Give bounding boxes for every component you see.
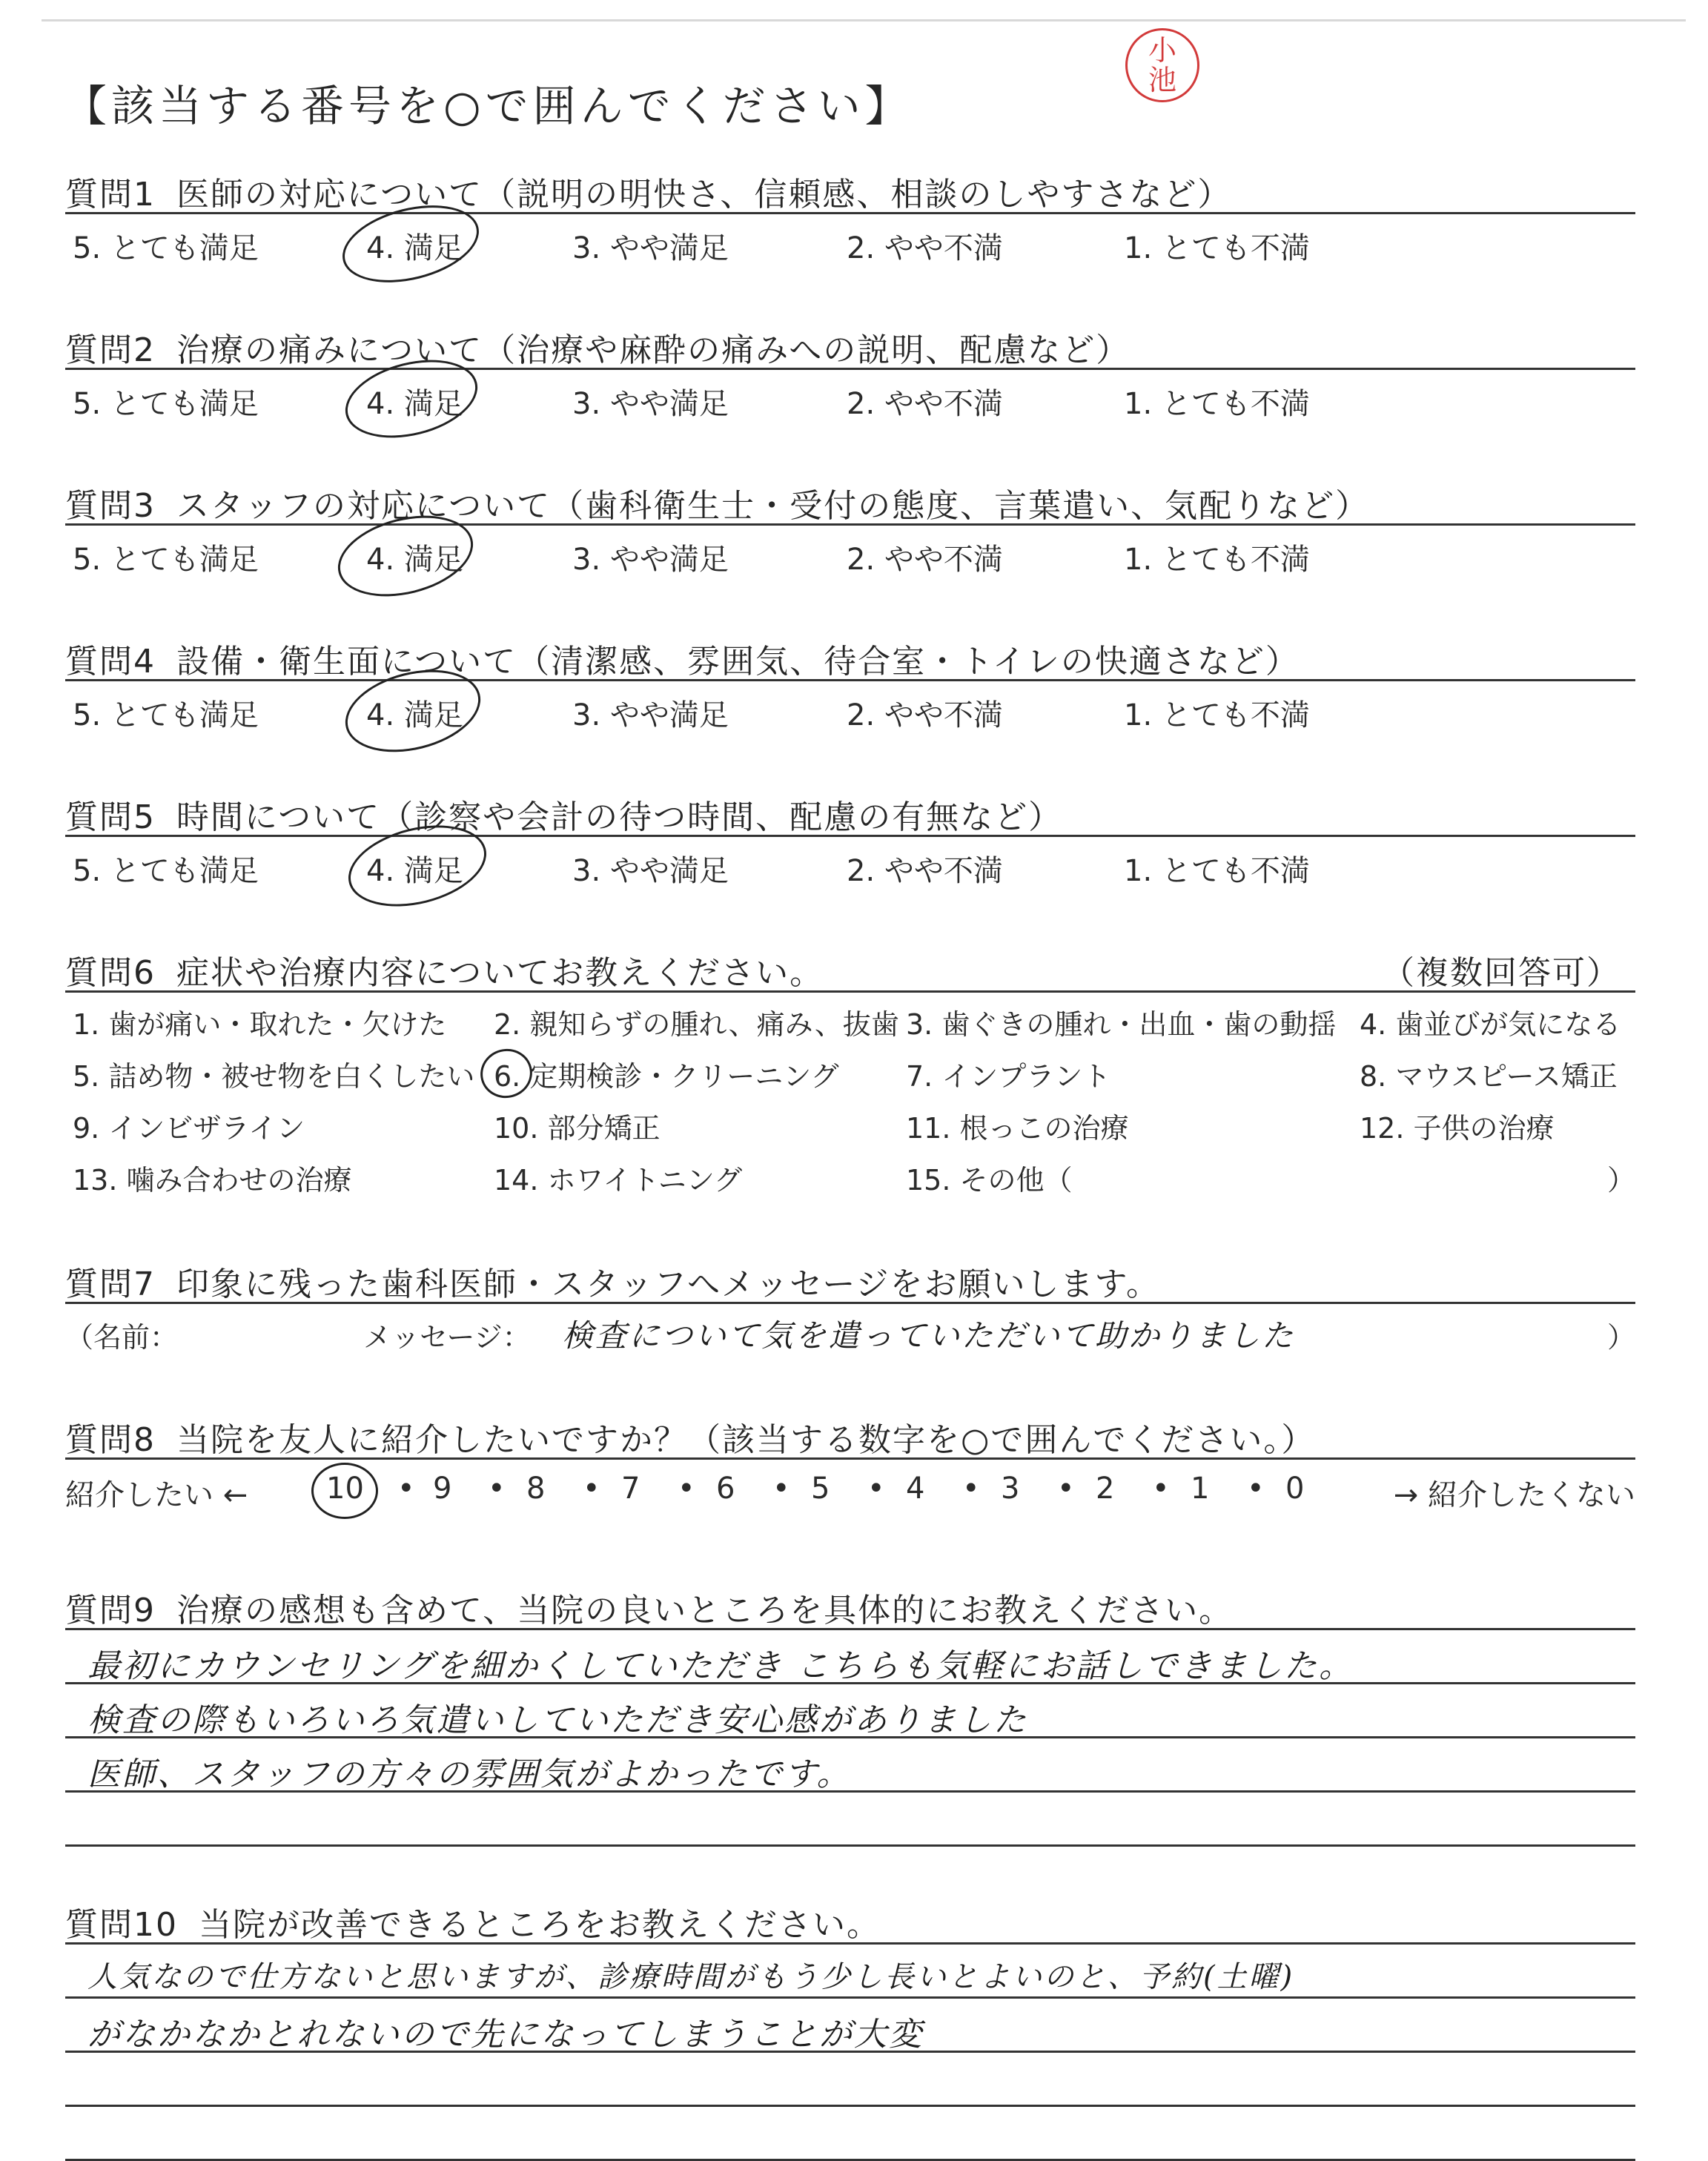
symptom-option[interactable]: 14. ホワイトニング [494,1164,743,1197]
symptom-option[interactable]: 3. 歯ぐきの腫れ・出血・歯の動揺 [906,1008,1337,1041]
question-title: 当院を友人に紹介したいですか？（該当する数字を○で囲んでください。） [176,1421,1316,1459]
symptom-option[interactable]: 12. 子供の治療 [1360,1112,1555,1145]
answer-line [65,2053,1635,2107]
symptom-option-other[interactable]: 15. その他（ [906,1164,1073,1197]
recommend-label: 紹介したい ← [65,1478,248,1512]
question-title: 時間について（診察や会計の待つ時間、配慮の有無など） [176,798,1063,836]
answer-line [65,1999,1635,2053]
question-5 [65,790,1635,889]
option-very-satisfied[interactable]: 5. とても満足 [73,543,259,577]
name-label: （名前： [65,1321,179,1354]
option-somewhat-dissatisfied[interactable]: 2. やや不満 [847,387,1003,421]
question-2 [65,323,1635,422]
option-very-dissatisfied[interactable]: 1. とても不満 [1124,854,1310,888]
symptom-row [65,1045,1635,1096]
question-number: 質問6 [65,954,156,992]
scale-dot: • [772,1472,790,1506]
message-label: メッセージ： [363,1321,531,1354]
question-number: 質問4 [65,643,156,681]
question-header [65,946,1635,990]
message-row [65,1304,1635,1359]
message-text[interactable]: 検査について気を遣っていただいて助かりました [562,1317,1296,1354]
question-title: 設備・衛生面について（清潔感、雰囲気、待合室・トイレの快適さなど） [176,643,1300,681]
question-header [65,1583,1635,1628]
scale-option[interactable]: 4 [906,1472,925,1506]
symptom-row [65,993,1635,1045]
question-number: 質問2 [65,331,156,369]
symptom-option[interactable]: 13. 噛み合わせの治療 [73,1164,352,1197]
symptom-option[interactable]: 8. マウスピース矯正 [1360,1060,1618,1093]
scale-dot: • [867,1472,885,1506]
option-very-satisfied[interactable]: 5. とても満足 [73,231,259,265]
question-8 [65,1413,1635,1519]
option-somewhat-dissatisfied[interactable]: 2. やや不満 [847,231,1003,265]
symptom-option[interactable]: 9. インビザライン [73,1112,305,1145]
option-satisfied[interactable]: 4. 満足 [366,854,463,888]
rating-options [65,526,1635,578]
question-number: 質問1 [65,176,156,214]
question-header [65,1898,1635,1942]
question-number: 質問10 [65,1906,178,1944]
rating-options [65,681,1635,733]
question-9 [65,1583,1635,1847]
question-number: 質問9 [65,1592,156,1629]
question-header [65,1257,1635,1302]
symptom-option[interactable]: 4. 歯並びが気になる [1360,1008,1621,1041]
scale-option[interactable]: 2 [1096,1472,1115,1506]
option-very-satisfied[interactable]: 5. とても満足 [73,698,259,732]
question-title: 症状や治療内容についてお教えください。 [176,954,824,992]
question-4 [65,635,1635,733]
question-7 [65,1257,1635,1359]
question-header [65,168,1635,212]
stamp-char-bottom: 池 [1148,64,1176,96]
option-somewhat-satisfied[interactable]: 3. やや満足 [572,543,729,577]
option-somewhat-satisfied[interactable]: 3. やや満足 [572,698,729,732]
option-somewhat-satisfied[interactable]: 3. やや満足 [572,231,729,265]
scale-dot: • [678,1472,695,1506]
symptom-row [65,1096,1635,1148]
rating-options [65,214,1635,266]
scale-dot: • [583,1472,600,1506]
selection-circle [475,1044,537,1104]
scale-option[interactable]: 8 [526,1472,546,1506]
page-top-edge [42,19,1686,21]
page-title: 【該当する番号を○で囲んでください】 [64,81,913,131]
answer-text[interactable]: 医師、スタッフの方々の雰囲気がよかったです。 [87,1755,852,1793]
option-somewhat-dissatisfied[interactable]: 2. やや不満 [847,854,1003,888]
scale-option[interactable]: 0 [1285,1472,1305,1506]
rating-options [65,370,1635,422]
question-header [65,479,1635,523]
scale-option[interactable]: 6 [716,1472,735,1506]
question-1 [65,168,1635,266]
question-title: 医師の対応について（説明の明快さ、信頼感、相談のしやすさなど） [176,176,1232,214]
scale-dot: • [1057,1472,1075,1506]
option-very-dissatisfied[interactable]: 1. とても不満 [1124,698,1310,732]
scale-option[interactable]: 10 [326,1472,364,1506]
other-close-paren: ） [1606,1164,1635,1197]
question-title: 印象に残った歯科医師・スタッフへメッセージをお願いします。 [176,1265,1160,1303]
symptom-option[interactable]: 1. 歯が痛い・取れた・欠けた [73,1008,447,1041]
answer-line [65,1684,1635,1738]
question-title: 治療の感想も含めて、当院の良いところを具体的にお教えください。 [176,1592,1234,1629]
answer-line [65,1630,1635,1684]
rating-options [65,837,1635,889]
scale-option[interactable]: 5 [811,1472,830,1506]
question-header [65,790,1635,835]
answer-text[interactable]: 検査の際もいろいろ気遣いしていただき安心感がありました [87,1701,1028,1739]
option-very-dissatisfied[interactable]: 1. とても不満 [1124,387,1310,421]
symptom-option[interactable]: 7. インプラント [906,1060,1111,1093]
answer-text[interactable]: 人気なので仕方ないと思いますが、診療時間がもう少し長いとよいのと、予約(土曜) [87,1960,1295,1994]
question-title: スタッフの対応について（歯科衛生士・受付の態度、言葉遣い、気配りなど） [176,487,1370,525]
option-somewhat-satisfied[interactable]: 3. やや満足 [572,854,729,888]
option-satisfied[interactable]: 4. 満足 [366,698,463,732]
symptom-option[interactable]: 11. 根っこの治療 [906,1112,1129,1145]
question-10 [65,1898,1635,2161]
question-title: 治療の痛みについて（治療や麻酔の痛みへの説明、配慮など） [176,331,1131,369]
option-satisfied[interactable]: 4. 満足 [366,387,463,421]
symptom-row [65,1148,1635,1200]
question-title: 当院が改善できるところをお教えください。 [199,1906,881,1944]
seal-stamp [1125,28,1199,102]
recommend-scale [65,1460,1635,1519]
answer-line [65,1793,1635,1847]
message-close-paren: ） [1606,1321,1635,1354]
answer-lines [65,1945,1635,2161]
question-header [65,323,1635,368]
scale-option[interactable]: 7 [621,1472,640,1506]
scale-option[interactable]: 9 [433,1472,452,1506]
option-somewhat-dissatisfied[interactable]: 2. やや不満 [847,543,1003,577]
answer-line [65,1945,1635,1999]
scale-dot: • [1247,1472,1265,1506]
stamp-char-top: 小 [1148,34,1176,67]
symptom-option[interactable]: 6. 定期検診・クリーニング [494,1060,839,1093]
scale-option[interactable]: 1 [1191,1472,1210,1506]
scale-dot: • [1152,1472,1170,1506]
option-very-dissatisfied[interactable]: 1. とても不満 [1124,543,1310,577]
question-number: 質問5 [65,798,156,836]
option-very-satisfied[interactable]: 5. とても満足 [73,854,259,888]
question-6 [65,946,1635,1200]
answer-line [65,1738,1635,1793]
answer-text[interactable]: がなかなかとれないので先になってしまうことが大変 [87,2016,924,2054]
question-header [65,1413,1635,1457]
option-very-dissatisfied[interactable]: 1. とても不満 [1124,231,1310,265]
symptom-option[interactable]: 5. 詰め物・被せ物を白くしたい [73,1060,475,1093]
scale-option[interactable]: 3 [1001,1472,1020,1506]
not-recommend-label: → 紹介したくない [1393,1478,1635,1512]
question-header [65,635,1635,679]
option-very-satisfied[interactable]: 5. とても満足 [73,387,259,421]
answer-text[interactable]: 最初にカウンセリングを細かくしていただき こちらも気軽にお話しできました。 [87,1647,1354,1685]
question-3 [65,479,1635,578]
option-satisfied[interactable]: 4. 満足 [366,543,463,577]
symptom-option[interactable]: 2. 親知らずの腫れ、痛み、抜歯 [494,1008,899,1041]
question-number: 質問8 [65,1421,156,1459]
symptom-option[interactable]: 10. 部分矯正 [494,1112,661,1145]
question-number: 質問3 [65,487,156,525]
option-somewhat-dissatisfied[interactable]: 2. やや不満 [847,698,1003,732]
scale-dot: • [397,1472,415,1506]
scale-dot: • [962,1472,980,1506]
answer-lines [65,1630,1635,1847]
option-somewhat-satisfied[interactable]: 3. やや満足 [572,387,729,421]
scale-dot: • [488,1472,506,1506]
selection-circle [311,1463,378,1519]
multiple-answers-note: （複数回答可） [1382,954,1621,992]
question-number: 質問7 [65,1265,156,1303]
option-satisfied[interactable]: 4. 満足 [366,231,463,265]
answer-line [65,2107,1635,2161]
